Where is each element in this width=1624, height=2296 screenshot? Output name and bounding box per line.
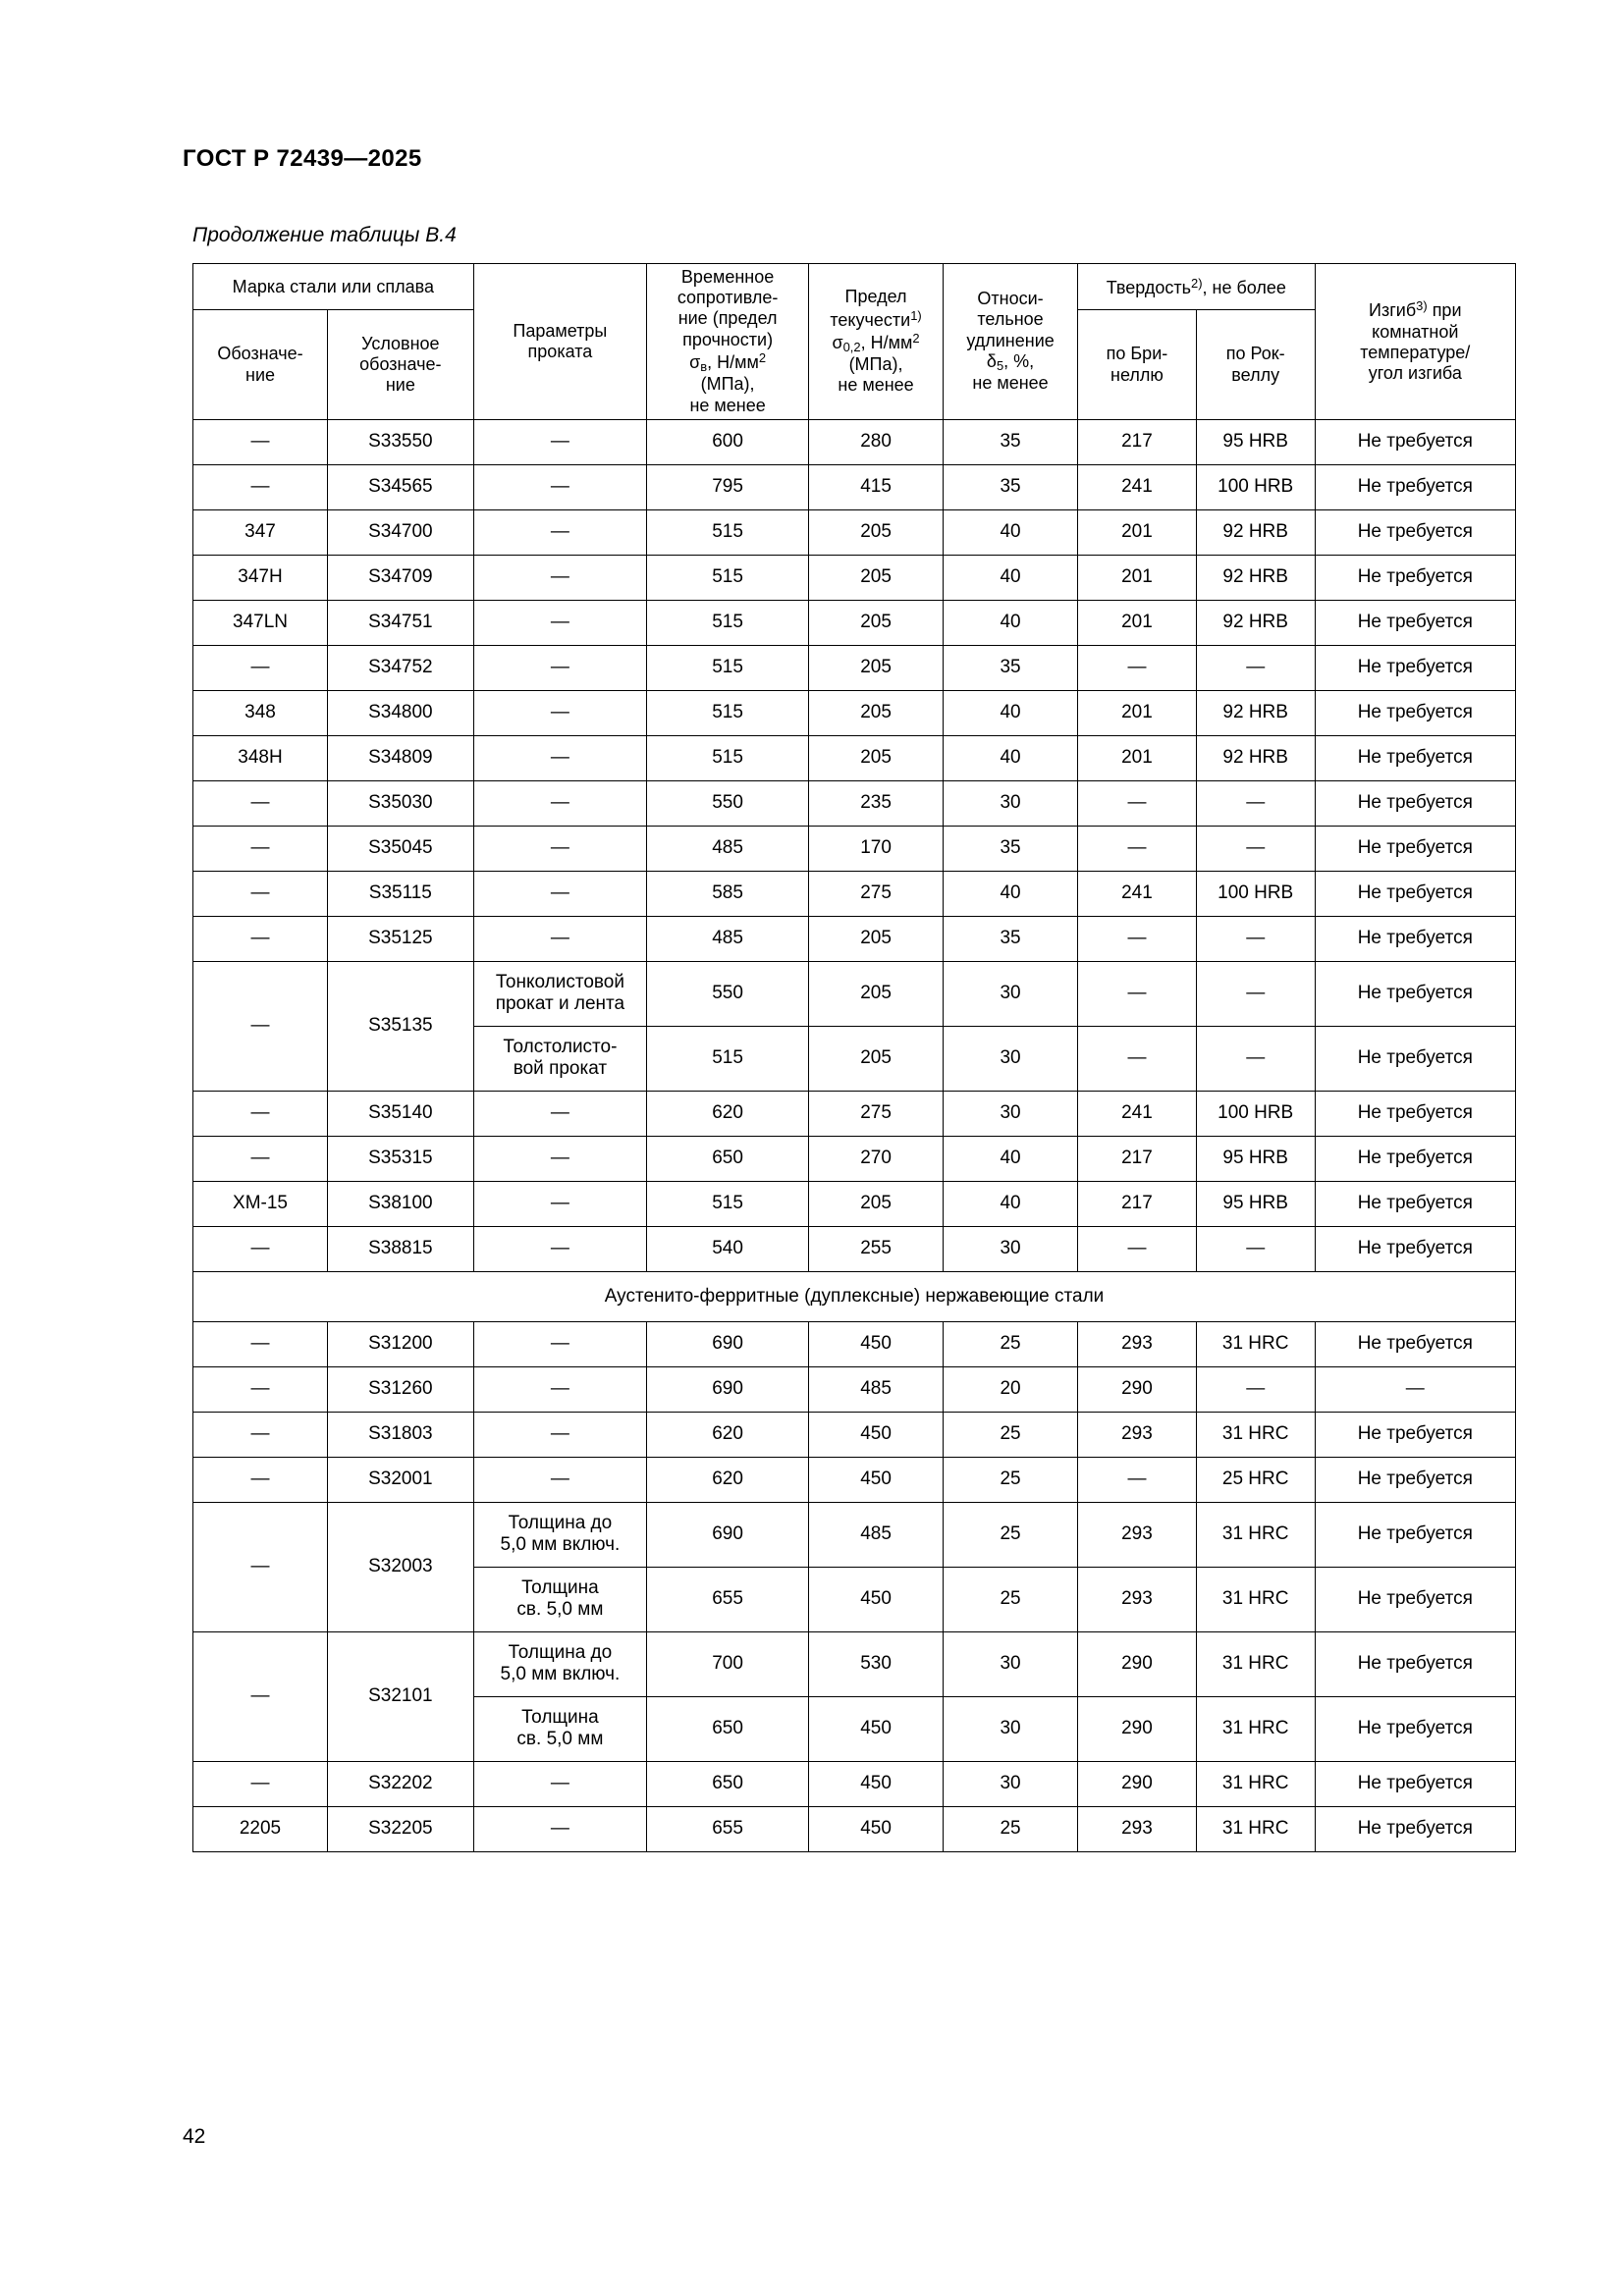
header-tensile-strength: Временное сопротивле- ние (предел прочности) $\sigma_в$, $Н/мм^2$ (МПа), не менее (647, 264, 809, 420)
cell-yield: 270 (809, 1136, 944, 1181)
cell-brinell: 201 (1078, 555, 1197, 600)
cell-elongation: 30 (944, 1631, 1078, 1696)
cell-yield: 205 (809, 1181, 944, 1226)
cell-bend: Не требуется (1315, 871, 1515, 916)
header-designation: Обозначе- ние (193, 310, 328, 419)
cell-bend: Не требуется (1315, 509, 1515, 555)
cell-elongation: 30 (944, 1761, 1078, 1806)
cell-yield: 205 (809, 555, 944, 600)
cell-designation: — (193, 1502, 328, 1631)
cell-params: — (473, 1181, 647, 1226)
cell-conditional: S32205 (328, 1806, 474, 1851)
table-row (193, 735, 1516, 780)
table-row (193, 916, 1516, 961)
cell-elongation: 40 (944, 1181, 1078, 1226)
cell-elongation: 30 (944, 961, 1078, 1026)
cell-brinell: 290 (1078, 1761, 1197, 1806)
cell-rockwell: 31 HRC (1196, 1321, 1315, 1366)
cell-bend: Не требуется (1315, 690, 1515, 735)
table-row (193, 1181, 1516, 1226)
cell-brinell: 241 (1078, 1091, 1197, 1136)
cell-bend: Не требуется (1315, 1631, 1515, 1696)
cell-params: — (473, 464, 647, 509)
cell-yield: 450 (809, 1806, 944, 1851)
cell-brinell: 290 (1078, 1366, 1197, 1412)
cell-designation: — (193, 916, 328, 961)
cell-brinell: — (1078, 826, 1197, 871)
cell-yield: 170 (809, 826, 944, 871)
cell-rockwell: 100 HRB (1196, 464, 1315, 509)
cell-designation: — (193, 1091, 328, 1136)
cell-tensile: 700 (647, 1631, 809, 1696)
cell-bend: Не требуется (1315, 1806, 1515, 1851)
cell-elongation: 35 (944, 419, 1078, 464)
cell-params: Толщина св. 5,0 мм (473, 1567, 647, 1631)
table-row (193, 690, 1516, 735)
page-number: 42 (183, 2125, 206, 2148)
cell-bend: Не требуется (1315, 1226, 1515, 1271)
cell-rockwell: 92 HRB (1196, 509, 1315, 555)
cell-elongation: 20 (944, 1366, 1078, 1412)
cell-rockwell: 31 HRC (1196, 1761, 1315, 1806)
cell-conditional: S35115 (328, 871, 474, 916)
table-row (193, 961, 1516, 1026)
table-row (193, 555, 1516, 600)
cell-designation: — (193, 1366, 328, 1412)
cell-yield: 205 (809, 735, 944, 780)
table-header (193, 264, 1516, 420)
cell-bend: Не требуется (1315, 555, 1515, 600)
cell-rockwell: 25 HRC (1196, 1457, 1315, 1502)
cell-bend: Не требуется (1315, 1412, 1515, 1457)
cell-yield: 275 (809, 1091, 944, 1136)
cell-designation: — (193, 1412, 328, 1457)
cell-yield: 205 (809, 509, 944, 555)
cell-conditional: S34809 (328, 735, 474, 780)
header-conditional-designation: Условное обозначе- ние (328, 310, 474, 419)
cell-bend: Не требуется (1315, 1136, 1515, 1181)
cell-brinell: 293 (1078, 1412, 1197, 1457)
cell-brinell: 217 (1078, 1181, 1197, 1226)
cell-bend: — (1315, 1366, 1515, 1412)
cell-designation: — (193, 780, 328, 826)
cell-brinell: 293 (1078, 1567, 1197, 1631)
cell-params: — (473, 780, 647, 826)
cell-tensile: 620 (647, 1412, 809, 1457)
table-row (193, 1806, 1516, 1851)
cell-rockwell: 100 HRB (1196, 1091, 1315, 1136)
cell-elongation: 40 (944, 509, 1078, 555)
cell-yield: 450 (809, 1321, 944, 1366)
cell-bend: Не требуется (1315, 464, 1515, 509)
cell-params: — (473, 509, 647, 555)
cell-bend: Не требуется (1315, 600, 1515, 645)
cell-conditional: S35125 (328, 916, 474, 961)
cell-conditional: S34800 (328, 690, 474, 735)
cell-designation: — (193, 1761, 328, 1806)
cell-yield: 205 (809, 600, 944, 645)
cell-designation: 347H (193, 555, 328, 600)
cell-tensile: 620 (647, 1457, 809, 1502)
cell-bend: Не требуется (1315, 645, 1515, 690)
cell-params: — (473, 871, 647, 916)
cell-yield: 280 (809, 419, 944, 464)
cell-conditional: S32003 (328, 1502, 474, 1631)
cell-tensile: 585 (647, 871, 809, 916)
cell-conditional: S32101 (328, 1631, 474, 1761)
cell-params: — (473, 1761, 647, 1806)
cell-params: — (473, 1091, 647, 1136)
cell-brinell: 293 (1078, 1502, 1197, 1567)
cell-tensile: 515 (647, 1026, 809, 1091)
cell-conditional: S34565 (328, 464, 474, 509)
cell-tensile: 540 (647, 1226, 809, 1271)
cell-conditional: S34751 (328, 600, 474, 645)
table-container (192, 263, 1516, 1852)
cell-rockwell: — (1196, 645, 1315, 690)
cell-bend: Не требуется (1315, 1026, 1515, 1091)
cell-elongation: 35 (944, 826, 1078, 871)
header-group-mark: Марка стали или сплава (193, 264, 474, 310)
cell-elongation: 40 (944, 690, 1078, 735)
cell-elongation: 30 (944, 1696, 1078, 1761)
cell-tensile: 515 (647, 645, 809, 690)
cell-brinell: 293 (1078, 1321, 1197, 1366)
cell-elongation: 30 (944, 1091, 1078, 1136)
header-group-hardness: Твердость$^{2)}$, не более (1078, 264, 1316, 310)
cell-bend: Не требуется (1315, 1321, 1515, 1366)
cell-rockwell: — (1196, 961, 1315, 1026)
cell-params: — (473, 1412, 647, 1457)
cell-params: Толщина св. 5,0 мм (473, 1696, 647, 1761)
cell-designation: — (193, 419, 328, 464)
cell-brinell: — (1078, 780, 1197, 826)
cell-conditional: S35030 (328, 780, 474, 826)
cell-params: — (473, 826, 647, 871)
cell-brinell: 201 (1078, 690, 1197, 735)
cell-yield: 235 (809, 780, 944, 826)
table-row (193, 600, 1516, 645)
cell-params: — (473, 1366, 647, 1412)
cell-designation: 348 (193, 690, 328, 735)
table-row (193, 1321, 1516, 1366)
cell-params: — (473, 419, 647, 464)
cell-elongation: 25 (944, 1412, 1078, 1457)
cell-tensile: 515 (647, 509, 809, 555)
table-row (193, 826, 1516, 871)
cell-brinell: — (1078, 916, 1197, 961)
cell-yield: 205 (809, 1026, 944, 1091)
cell-designation: 347 (193, 509, 328, 555)
section-header-row (193, 1271, 1516, 1321)
cell-designation: — (193, 826, 328, 871)
cell-yield: 485 (809, 1366, 944, 1412)
cell-params: — (473, 690, 647, 735)
cell-conditional: S38100 (328, 1181, 474, 1226)
cell-params: — (473, 555, 647, 600)
cell-rockwell: — (1196, 916, 1315, 961)
cell-tensile: 690 (647, 1321, 809, 1366)
table-row (193, 1761, 1516, 1806)
table-row (193, 419, 1516, 464)
cell-conditional: S35045 (328, 826, 474, 871)
cell-elongation: 30 (944, 780, 1078, 826)
cell-bend: Не требуется (1315, 780, 1515, 826)
cell-bend: Не требуется (1315, 826, 1515, 871)
cell-params: — (473, 645, 647, 690)
cell-brinell: 217 (1078, 1136, 1197, 1181)
cell-elongation: 35 (944, 916, 1078, 961)
cell-conditional: S31803 (328, 1412, 474, 1457)
table-row (193, 464, 1516, 509)
cell-rockwell: — (1196, 826, 1315, 871)
table-row (193, 780, 1516, 826)
table-row (193, 645, 1516, 690)
cell-elongation: 25 (944, 1457, 1078, 1502)
cell-params: Толщина до 5,0 мм включ. (473, 1502, 647, 1567)
cell-elongation: 40 (944, 1136, 1078, 1181)
cell-designation: 2205 (193, 1806, 328, 1851)
cell-elongation: 40 (944, 600, 1078, 645)
cell-designation: — (193, 961, 328, 1091)
header-brinell: по Бри- неллю (1078, 310, 1197, 419)
cell-rockwell: — (1196, 780, 1315, 826)
cell-tensile: 620 (647, 1091, 809, 1136)
header-yield-strength: Предел текучести$^{1)}$ $\sigma_{0,2}$, $Н/мм^2$ (МПа), не менее (809, 264, 944, 420)
cell-rockwell: — (1196, 1226, 1315, 1271)
cell-brinell: 241 (1078, 464, 1197, 509)
cell-tensile: 650 (647, 1696, 809, 1761)
cell-bend: Не требуется (1315, 419, 1515, 464)
cell-elongation: 35 (944, 464, 1078, 509)
table-row (193, 1502, 1516, 1567)
cell-yield: 485 (809, 1502, 944, 1567)
cell-brinell: 201 (1078, 735, 1197, 780)
table-caption: Продолжение таблицы В.4 (192, 224, 457, 246)
cell-conditional: S34700 (328, 509, 474, 555)
cell-tensile: 515 (647, 690, 809, 735)
cell-conditional: S35315 (328, 1136, 474, 1181)
cell-elongation: 30 (944, 1026, 1078, 1091)
cell-tensile: 795 (647, 464, 809, 509)
cell-params: — (473, 916, 647, 961)
cell-bend: Не требуется (1315, 1181, 1515, 1226)
cell-yield: 450 (809, 1761, 944, 1806)
cell-conditional: S31260 (328, 1366, 474, 1412)
table-row (193, 871, 1516, 916)
cell-tensile: 650 (647, 1136, 809, 1181)
cell-tensile: 550 (647, 961, 809, 1026)
table-row (193, 1226, 1516, 1271)
cell-rockwell: 92 HRB (1196, 735, 1315, 780)
cell-designation: — (193, 1321, 328, 1366)
cell-brinell: 290 (1078, 1631, 1197, 1696)
header-bend: Изгиб$^{3)}$ при комнатной температуре/ угол изгиба (1315, 264, 1515, 420)
cell-designation: — (193, 871, 328, 916)
cell-tensile: 690 (647, 1366, 809, 1412)
cell-rockwell: 92 HRB (1196, 690, 1315, 735)
cell-bend: Не требуется (1315, 1457, 1515, 1502)
cell-params: — (473, 1457, 647, 1502)
properties-table (192, 263, 1516, 1852)
cell-params: Тонколистовой прокат и лента (473, 961, 647, 1026)
cell-designation: XM-15 (193, 1181, 328, 1226)
cell-rockwell: 31 HRC (1196, 1567, 1315, 1631)
cell-rockwell: 92 HRB (1196, 555, 1315, 600)
cell-elongation: 30 (944, 1226, 1078, 1271)
cell-yield: 530 (809, 1631, 944, 1696)
table-row (193, 1631, 1516, 1696)
cell-rockwell: 95 HRB (1196, 1136, 1315, 1181)
cell-tensile: 690 (647, 1502, 809, 1567)
cell-conditional: S35140 (328, 1091, 474, 1136)
cell-elongation: 40 (944, 871, 1078, 916)
cell-params: Толстолисто- вой прокат (473, 1026, 647, 1091)
cell-tensile: 655 (647, 1806, 809, 1851)
cell-brinell: 290 (1078, 1696, 1197, 1761)
cell-bend: Не требуется (1315, 735, 1515, 780)
cell-rockwell: 31 HRC (1196, 1412, 1315, 1457)
section-title-duplex: Аустенито-ферритные (дуплексные) нержавеющие стали (193, 1271, 1516, 1321)
cell-rockwell: 95 HRB (1196, 419, 1315, 464)
cell-yield: 450 (809, 1457, 944, 1502)
cell-yield: 415 (809, 464, 944, 509)
cell-brinell: 201 (1078, 509, 1197, 555)
cell-params: — (473, 1226, 647, 1271)
cell-elongation: 25 (944, 1502, 1078, 1567)
cell-elongation: 25 (944, 1806, 1078, 1851)
cell-rockwell: — (1196, 1366, 1315, 1412)
cell-designation: 347LN (193, 600, 328, 645)
cell-rockwell: 31 HRC (1196, 1696, 1315, 1761)
cell-tensile: 515 (647, 555, 809, 600)
cell-brinell: — (1078, 645, 1197, 690)
cell-rockwell: 31 HRC (1196, 1631, 1315, 1696)
cell-rockwell: 95 HRB (1196, 1181, 1315, 1226)
cell-conditional: S34709 (328, 555, 474, 600)
cell-tensile: 600 (647, 419, 809, 464)
cell-designation: — (193, 1136, 328, 1181)
cell-designation: — (193, 1226, 328, 1271)
cell-params: — (473, 1806, 647, 1851)
cell-yield: 205 (809, 961, 944, 1026)
cell-bend: Не требуется (1315, 961, 1515, 1026)
cell-conditional: S32202 (328, 1761, 474, 1806)
table-row (193, 1457, 1516, 1502)
cell-rockwell: 92 HRB (1196, 600, 1315, 645)
cell-yield: 205 (809, 690, 944, 735)
header-rockwell: по Рок- веллу (1196, 310, 1315, 419)
cell-rockwell: — (1196, 1026, 1315, 1091)
cell-tensile: 485 (647, 826, 809, 871)
cell-conditional: S35135 (328, 961, 474, 1091)
cell-yield: 255 (809, 1226, 944, 1271)
cell-params: — (473, 600, 647, 645)
table-row (193, 1136, 1516, 1181)
cell-yield: 205 (809, 916, 944, 961)
cell-designation: — (193, 645, 328, 690)
cell-yield: 450 (809, 1567, 944, 1631)
cell-tensile: 515 (647, 1181, 809, 1226)
cell-rockwell: 100 HRB (1196, 871, 1315, 916)
header-elongation: Относи- тельное удлинение $\delta_5$, %, не менее (944, 264, 1078, 420)
cell-params: — (473, 1136, 647, 1181)
header-params: Параметры проката (473, 264, 647, 420)
cell-elongation: 40 (944, 735, 1078, 780)
cell-tensile: 515 (647, 735, 809, 780)
cell-conditional: S32001 (328, 1457, 474, 1502)
cell-params: — (473, 735, 647, 780)
cell-brinell: — (1078, 1026, 1197, 1091)
cell-bend: Не требуется (1315, 1761, 1515, 1806)
cell-params: Толщина до 5,0 мм включ. (473, 1631, 647, 1696)
standard-number: ГОСТ Р 72439—2025 (183, 145, 422, 172)
table-row (193, 1091, 1516, 1136)
cell-conditional: S34752 (328, 645, 474, 690)
cell-bend: Не требуется (1315, 1502, 1515, 1567)
cell-yield: 450 (809, 1696, 944, 1761)
cell-bend: Не требуется (1315, 1696, 1515, 1761)
cell-rockwell: 31 HRC (1196, 1806, 1315, 1851)
cell-bend: Не требуется (1315, 916, 1515, 961)
cell-tensile: 485 (647, 916, 809, 961)
cell-brinell: 201 (1078, 600, 1197, 645)
table-row (193, 1412, 1516, 1457)
cell-brinell: 217 (1078, 419, 1197, 464)
cell-conditional: S38815 (328, 1226, 474, 1271)
cell-designation: — (193, 464, 328, 509)
cell-conditional: S33550 (328, 419, 474, 464)
cell-elongation: 40 (944, 555, 1078, 600)
table-body (193, 419, 1516, 1851)
cell-yield: 205 (809, 645, 944, 690)
cell-bend: Не требуется (1315, 1567, 1515, 1631)
cell-yield: 450 (809, 1412, 944, 1457)
cell-brinell: — (1078, 961, 1197, 1026)
cell-designation: 348H (193, 735, 328, 780)
cell-designation: — (193, 1631, 328, 1761)
cell-brinell: 293 (1078, 1806, 1197, 1851)
cell-params: — (473, 1321, 647, 1366)
cell-brinell: — (1078, 1457, 1197, 1502)
cell-designation: — (193, 1457, 328, 1502)
cell-bend: Не требуется (1315, 1091, 1515, 1136)
cell-tensile: 550 (647, 780, 809, 826)
cell-yield: 275 (809, 871, 944, 916)
cell-elongation: 35 (944, 645, 1078, 690)
cell-brinell: 241 (1078, 871, 1197, 916)
cell-tensile: 655 (647, 1567, 809, 1631)
cell-tensile: 650 (647, 1761, 809, 1806)
cell-brinell: — (1078, 1226, 1197, 1271)
cell-conditional: S31200 (328, 1321, 474, 1366)
cell-elongation: 25 (944, 1567, 1078, 1631)
table-row (193, 1366, 1516, 1412)
cell-tensile: 515 (647, 600, 809, 645)
cell-elongation: 25 (944, 1321, 1078, 1366)
table-row (193, 509, 1516, 555)
cell-rockwell: 31 HRC (1196, 1502, 1315, 1567)
